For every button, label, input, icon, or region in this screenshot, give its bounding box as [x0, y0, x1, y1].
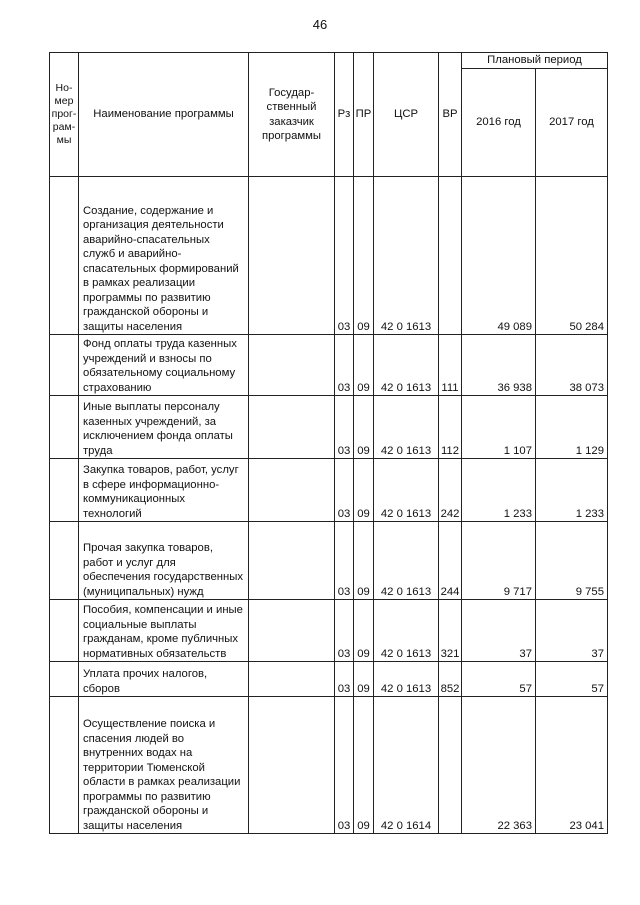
- cell-2016: 1 233: [462, 459, 536, 522]
- cell-csr: 42 0 1613: [374, 177, 439, 335]
- cell-name: Осуществление поиска и спасения людей во внутренних водах на территории Тюменской области в рамках реализации программы по развитию гражданской обороны и защиты населения: [79, 697, 249, 834]
- cell-2017: 37: [536, 600, 608, 662]
- cell-rz: 03: [335, 522, 354, 600]
- header-row-top: [50, 53, 608, 69]
- cell-pr: 09: [354, 662, 374, 697]
- cell-rz: 03: [335, 600, 354, 662]
- cell-number: [50, 459, 79, 522]
- cell-vr: 242: [439, 459, 462, 522]
- cell-number: [50, 335, 79, 396]
- table-row: [50, 697, 608, 834]
- cell-customer: [249, 177, 335, 335]
- cell-customer: [249, 396, 335, 459]
- cell-pr: 09: [354, 396, 374, 459]
- cell-csr: 42 0 1613: [374, 396, 439, 459]
- budget-table: [49, 52, 608, 834]
- cell-customer: [249, 459, 335, 522]
- cell-2017: 9 755: [536, 522, 608, 600]
- cell-vr: 852: [439, 662, 462, 697]
- cell-2017: 1 233: [536, 459, 608, 522]
- cell-customer: [249, 600, 335, 662]
- cell-2017: 38 073: [536, 335, 608, 396]
- cell-rz: 03: [335, 177, 354, 335]
- cell-rz: 03: [335, 697, 354, 834]
- cell-number: [50, 177, 79, 335]
- cell-2017: 50 284: [536, 177, 608, 335]
- cell-2016: 57: [462, 662, 536, 697]
- cell-customer: [249, 662, 335, 697]
- cell-csr: 42 0 1613: [374, 335, 439, 396]
- cell-rz: 03: [335, 459, 354, 522]
- table-row: [50, 177, 608, 335]
- cell-vr: 244: [439, 522, 462, 600]
- cell-number: [50, 662, 79, 697]
- cell-rz: 03: [335, 662, 354, 697]
- table-row: [50, 662, 608, 697]
- cell-rz: 03: [335, 335, 354, 396]
- cell-pr: 09: [354, 600, 374, 662]
- col-header-customer: Государ- ственный заказчик программы: [249, 53, 335, 177]
- col-header-pr: ПР: [354, 53, 374, 177]
- cell-vr: [439, 177, 462, 335]
- cell-2016: 36 938: [462, 335, 536, 396]
- cell-name: Прочая закупка товаров, работ и услуг для обеспечения государственных (муниципальных) нужд: [79, 522, 249, 600]
- table-row: [50, 600, 608, 662]
- cell-name: Создание, содержание и организация деятельности аварийно-спасательных служб и аварийно-спасательных формирований в рамках реализации программы по развитию гражданской обороны и защиты населения: [79, 177, 249, 335]
- page-number: 46: [312, 17, 328, 32]
- col-header-csr: ЦСР: [374, 53, 439, 177]
- cell-csr: 42 0 1613: [374, 600, 439, 662]
- col-header-2017: 2017 год: [536, 69, 608, 177]
- table-row: [50, 522, 608, 600]
- cell-2017: 23 041: [536, 697, 608, 834]
- cell-number: [50, 522, 79, 600]
- col-header-vr: ВР: [439, 53, 462, 177]
- cell-name: Закупка товаров, работ, услуг в сфере информационно-коммуникационных технологий: [79, 459, 249, 522]
- col-header-rz: Рз: [335, 53, 354, 177]
- cell-pr: 09: [354, 177, 374, 335]
- cell-customer: [249, 697, 335, 834]
- col-header-number: Но- мер прог- рам- мы: [50, 53, 79, 177]
- cell-customer: [249, 335, 335, 396]
- cell-name: Иные выплаты персоналу казенных учреждений, за исключением фонда оплаты труда: [79, 396, 249, 459]
- cell-name: Фонд оплаты труда казенных учреждений и взносы по обязательному социальному страхованию: [79, 335, 249, 396]
- cell-csr: 42 0 1613: [374, 459, 439, 522]
- cell-number: [50, 396, 79, 459]
- cell-number: [50, 600, 79, 662]
- cell-vr: 112: [439, 396, 462, 459]
- cell-2016: 9 717: [462, 522, 536, 600]
- table-row: [50, 396, 608, 459]
- cell-csr: 42 0 1613: [374, 522, 439, 600]
- cell-customer: [249, 522, 335, 600]
- cell-name: Пособия, компенсации и иные социальные выплаты гражданам, кроме публичных нормативных обязательств: [79, 600, 249, 662]
- table-row: [50, 335, 608, 396]
- cell-pr: 09: [354, 522, 374, 600]
- col-header-2016: 2016 год: [462, 69, 536, 177]
- cell-2016: 1 107: [462, 396, 536, 459]
- cell-pr: 09: [354, 459, 374, 522]
- cell-vr: [439, 697, 462, 834]
- col-header-planned-period: Плановый период: [462, 53, 608, 69]
- cell-2017: 57: [536, 662, 608, 697]
- cell-2016: 37: [462, 600, 536, 662]
- cell-vr: 321: [439, 600, 462, 662]
- cell-2017: 1 129: [536, 396, 608, 459]
- table-row: [50, 459, 608, 522]
- cell-pr: 09: [354, 697, 374, 834]
- col-header-name: Наименование программы: [79, 53, 249, 177]
- cell-rz: 03: [335, 396, 354, 459]
- cell-name: Уплата прочих налогов, сборов: [79, 662, 249, 697]
- cell-2016: 22 363: [462, 697, 536, 834]
- cell-2016: 49 089: [462, 177, 536, 335]
- cell-pr: 09: [354, 335, 374, 396]
- cell-csr: 42 0 1614: [374, 697, 439, 834]
- cell-number: [50, 697, 79, 834]
- cell-csr: 42 0 1613: [374, 662, 439, 697]
- cell-vr: 111: [439, 335, 462, 396]
